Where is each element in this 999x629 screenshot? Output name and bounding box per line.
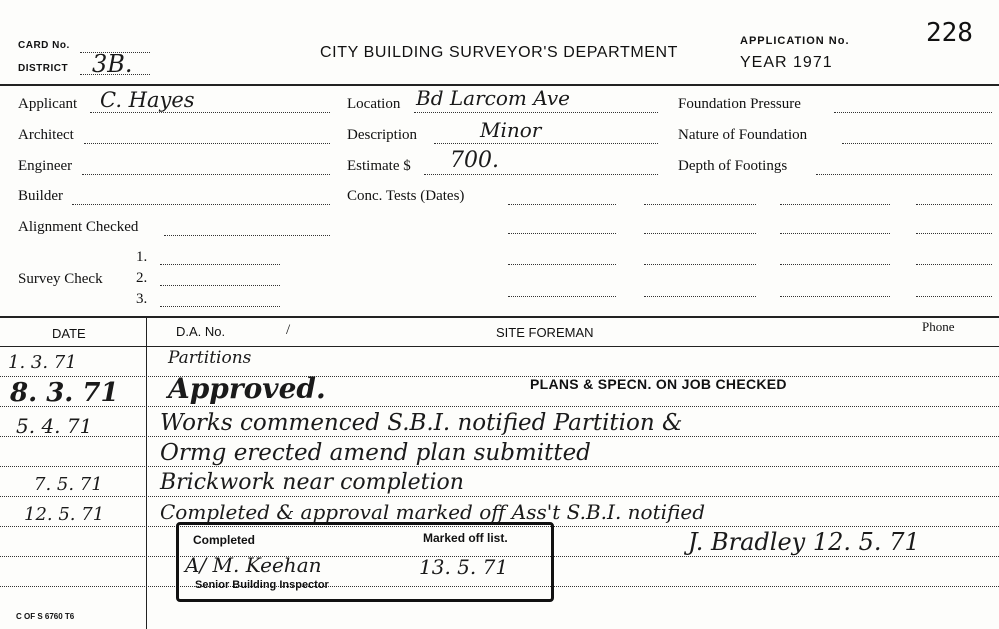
- stamp-title: Senior Building Inspector: [195, 579, 329, 591]
- conc-line-1d: [916, 204, 992, 205]
- nature-foundation-line: [842, 143, 992, 144]
- row-1-entry: Partitions: [168, 348, 252, 368]
- alignment-line: [164, 235, 330, 236]
- row-line-4: [0, 466, 999, 467]
- stamp-date: 13. 5. 71: [419, 555, 509, 579]
- completion-stamp: [176, 522, 554, 602]
- survey-2-line: [160, 285, 280, 286]
- description-line: [434, 143, 658, 144]
- foundation-pressure-line: [834, 112, 992, 113]
- location-value: Bd Larcom Ave: [416, 86, 570, 110]
- foundation-pressure-label: Foundation Pressure: [678, 96, 801, 112]
- da-no-header: D.A. No.: [176, 324, 226, 339]
- row-5-date: 7. 5. 71: [34, 474, 103, 495]
- row-line-2: [0, 406, 999, 407]
- row-6-entry: Completed & approval marked off Ass't S.B.I. notified: [160, 500, 705, 524]
- conc-line-4a: [508, 296, 616, 297]
- survey-3-label: 3.: [136, 291, 148, 307]
- row-2-date: 8. 3. 71: [10, 378, 119, 408]
- row-line-1: [0, 376, 999, 377]
- estimate-line: [424, 174, 658, 175]
- description-value: Minor: [480, 118, 542, 142]
- nature-foundation-label: Nature of Foundation: [678, 127, 808, 143]
- row-2-entry: Approved.: [168, 372, 326, 405]
- da-no-slash: /: [286, 322, 291, 338]
- applicant-label: Applicant: [18, 96, 78, 112]
- survey-1-line: [160, 264, 280, 265]
- engineer-line: [82, 174, 330, 175]
- alignment-label: Alignment Checked: [18, 219, 139, 235]
- architect-line: [84, 143, 330, 144]
- plans-checked-stamp: PLANS & SPECN. ON JOB CHECKED: [530, 376, 787, 392]
- conc-line-4d: [916, 296, 992, 297]
- applicant-value: C. Hayes: [100, 88, 195, 112]
- site-foreman-header: SITE FOREMAN: [496, 325, 594, 340]
- architect-label: Architect: [18, 127, 74, 143]
- application-label: APPLICATION No.: [740, 35, 850, 47]
- estimate-label: Estimate $: [347, 158, 411, 174]
- builder-line: [72, 204, 330, 205]
- conc-line-1a: [508, 204, 616, 205]
- conc-line-3a: [508, 264, 616, 265]
- conc-tests-label: Conc. Tests (Dates): [347, 188, 465, 204]
- survey-2-label: 2.: [136, 270, 148, 286]
- applicant-line: [90, 112, 330, 113]
- conc-line-2b: [644, 233, 756, 234]
- row-3-entry: Works commenced S.B.I. notified Partition &: [160, 410, 683, 436]
- phone-header: Phone: [922, 319, 955, 334]
- stamp-signature: A/ M. Keehan: [185, 553, 322, 577]
- row-4-entry: Ormg erected amend plan submitted: [160, 440, 591, 466]
- conc-line-3c: [780, 264, 890, 265]
- conc-line-2d: [916, 233, 992, 234]
- application-number: 228: [926, 18, 973, 48]
- description-label: Description: [347, 127, 417, 143]
- conc-line-2a: [508, 233, 616, 234]
- builder-label: Builder: [18, 188, 63, 204]
- table-date-divider: [146, 318, 147, 629]
- conc-line-4b: [644, 296, 756, 297]
- district-label: DISTRICT: [18, 63, 69, 74]
- survey-3-line: [160, 306, 280, 307]
- location-line: [414, 112, 658, 113]
- table-header-border: [0, 346, 999, 347]
- conc-line-3b: [644, 264, 756, 265]
- row-1-date: 1. 3. 71: [8, 352, 77, 373]
- row-line-5: [0, 496, 999, 497]
- foreman-signature: J. Bradley 12. 5. 71: [688, 528, 920, 556]
- location-label: Location: [347, 96, 401, 112]
- table-top-border: [0, 316, 999, 318]
- estimate-value: 700.: [450, 148, 499, 173]
- conc-line-2c: [780, 233, 890, 234]
- stamp-completed-label: Completed: [193, 533, 256, 547]
- row-3-date: 5. 4. 71: [16, 414, 93, 438]
- survey-label: Survey Check: [18, 271, 103, 287]
- depth-footings-line: [816, 174, 992, 175]
- conc-line-3d: [916, 264, 992, 265]
- department-title: CITY BUILDING SURVEYOR'S DEPARTMENT: [320, 44, 679, 61]
- conc-line-1b: [644, 204, 756, 205]
- conc-line-1c: [780, 204, 890, 205]
- depth-footings-label: Depth of Footings: [678, 158, 788, 174]
- card-no-label: CARD No.: [18, 40, 70, 51]
- year-label: YEAR 1971: [740, 54, 833, 71]
- date-header: DATE: [52, 326, 86, 341]
- district-value: 3B.: [92, 50, 133, 78]
- conc-line-4c: [780, 296, 890, 297]
- form-code: C OF S 6760 T6: [16, 612, 75, 621]
- row-line-3: [0, 436, 999, 437]
- survey-1-label: 1.: [136, 249, 148, 265]
- row-6-date: 12. 5. 71: [24, 504, 105, 525]
- stamp-marked-off: Marked off list.: [423, 531, 508, 545]
- row-5-entry: Brickwork near completion: [160, 470, 464, 495]
- engineer-label: Engineer: [18, 158, 73, 174]
